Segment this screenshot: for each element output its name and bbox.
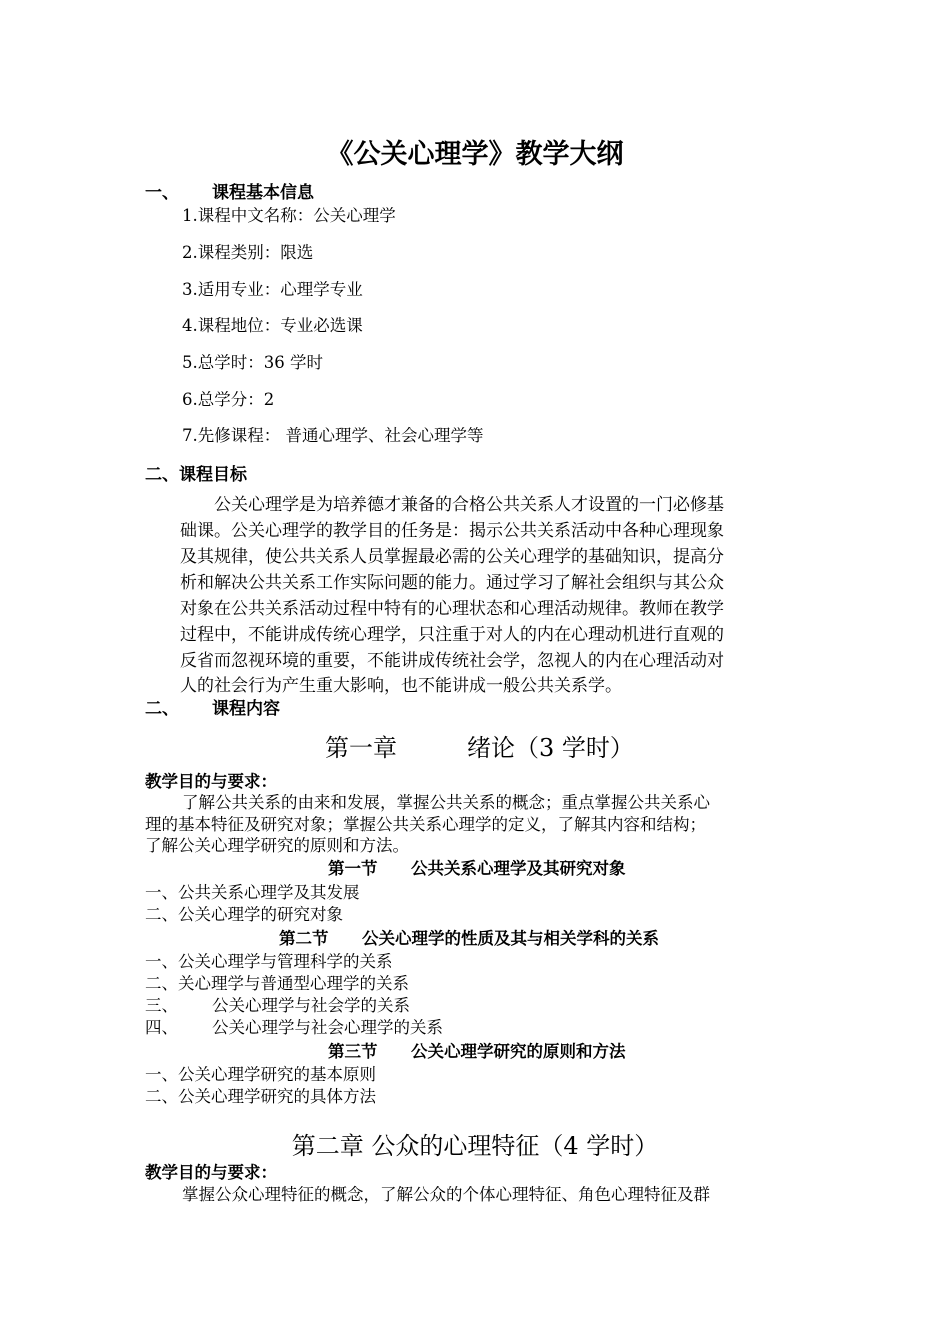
goal-line-4: 析和解决公共关系工作实际问题的能力。通过学习了解社会组织与其公众 <box>180 573 724 593</box>
chapter1-req-line-2: 理的基本特征及研究对象；掌握公共关系心理学的定义，了解其内容和结构； <box>145 815 706 834</box>
goal-line-7: 反省而忽视环境的重要，不能讲成传统社会学，忽视人的内在心理活动对 <box>180 651 724 671</box>
info-item-7: 7.先修课程： 普通心理学、社会心理学等 <box>182 426 484 445</box>
goal-line-2: 础课。公关心理学的教学目的任务是：揭示公共关系活动中各种心理现象 <box>180 521 724 541</box>
chapter1-name: 绪论（3 学时） <box>467 734 634 762</box>
info-item-3: 3.适用专业：心理学专业 <box>182 280 363 299</box>
goal-line-8: 人的社会行为产生重大影响，也不能讲成一般公共关系学。 <box>180 676 622 696</box>
section3-number: 第三节 <box>328 1042 378 1061</box>
document-title: 《公关心理学》教学大纲 <box>326 139 624 170</box>
section2-name: 公关心理学的性质及其与相关学科的关系 <box>362 929 659 948</box>
chapter2-req-label: 教学目的与要求： <box>145 1163 277 1182</box>
chapter2-req-line-1: 掌握公众心理特征的概念，了解公众的个体心理特征、角色心理特征及群 <box>182 1185 710 1204</box>
section3-item-1: 一、公关心理学研究的基本原则 <box>145 1065 376 1084</box>
section2-number: 第二节 <box>279 929 329 948</box>
section3-name: 公关心理学研究的原则和方法 <box>411 1042 626 1061</box>
section2-item-4-text: 公关心理学与社会心理学的关系 <box>212 1018 443 1037</box>
info-item-6: 6.总学分：2 <box>182 390 275 409</box>
part1-number: 一、 <box>145 183 179 203</box>
part2-heading: 二、课程目标 <box>145 465 247 485</box>
info-item-2: 2.课程类别：限选 <box>182 243 314 262</box>
chapter1-req-line-1: 了解公共关系的由来和发展，掌握公共关系的概念；重点掌握公共关系心 <box>182 793 710 812</box>
info-item-1: 1.课程中文名称：公关心理学 <box>182 206 396 225</box>
section1-item-2: 二、公关心理学的研究对象 <box>145 905 343 924</box>
section1-name: 公共关系心理学及其研究对象 <box>411 859 626 878</box>
section2-item-3-number: 三、 <box>145 996 178 1015</box>
chapter1-req-label: 教学目的与要求： <box>145 772 277 791</box>
info-item-5: 5.总学时：36 学时 <box>182 353 323 372</box>
section2-item-1: 一、公关心理学与管理科学的关系 <box>145 952 393 971</box>
section2-item-2: 二、关心理学与普通型心理学的关系 <box>145 974 409 993</box>
part3-number: 二、 <box>145 699 179 719</box>
section1-item-1: 一、公共关系心理学及其发展 <box>145 883 360 902</box>
chapter1-number: 第一章 <box>325 734 397 762</box>
section1-number: 第一节 <box>328 859 378 878</box>
part3-heading: 课程内容 <box>212 699 280 719</box>
goal-line-5: 对象在公共关系活动过程中特有的心理状态和心理活动规律。教师在教学 <box>180 599 724 619</box>
info-item-4: 4.课程地位：专业必选课 <box>182 316 363 335</box>
part1-heading: 课程基本信息 <box>212 183 314 203</box>
section3-item-2: 二、公关心理学研究的具体方法 <box>145 1087 376 1106</box>
chapter2-title: 第二章 公众的心理特征（4 学时） <box>291 1132 659 1160</box>
section2-item-4-number: 四、 <box>145 1018 178 1037</box>
goal-line-1: 公关心理学是为培养德才兼备的合格公共关系人才设置的一门必修基 <box>214 495 724 515</box>
section2-item-3-text: 公关心理学与社会学的关系 <box>212 996 410 1015</box>
chapter1-req-line-3: 了解公关心理学研究的原则和方法。 <box>145 836 409 855</box>
goal-line-3: 及其规律，使公共关系人员掌握最必需的公关心理学的基础知识，提高分 <box>180 547 724 567</box>
goal-line-6: 过程中，不能讲成传统心理学，只注重于对人的内在心理动机进行直观的 <box>180 625 724 645</box>
